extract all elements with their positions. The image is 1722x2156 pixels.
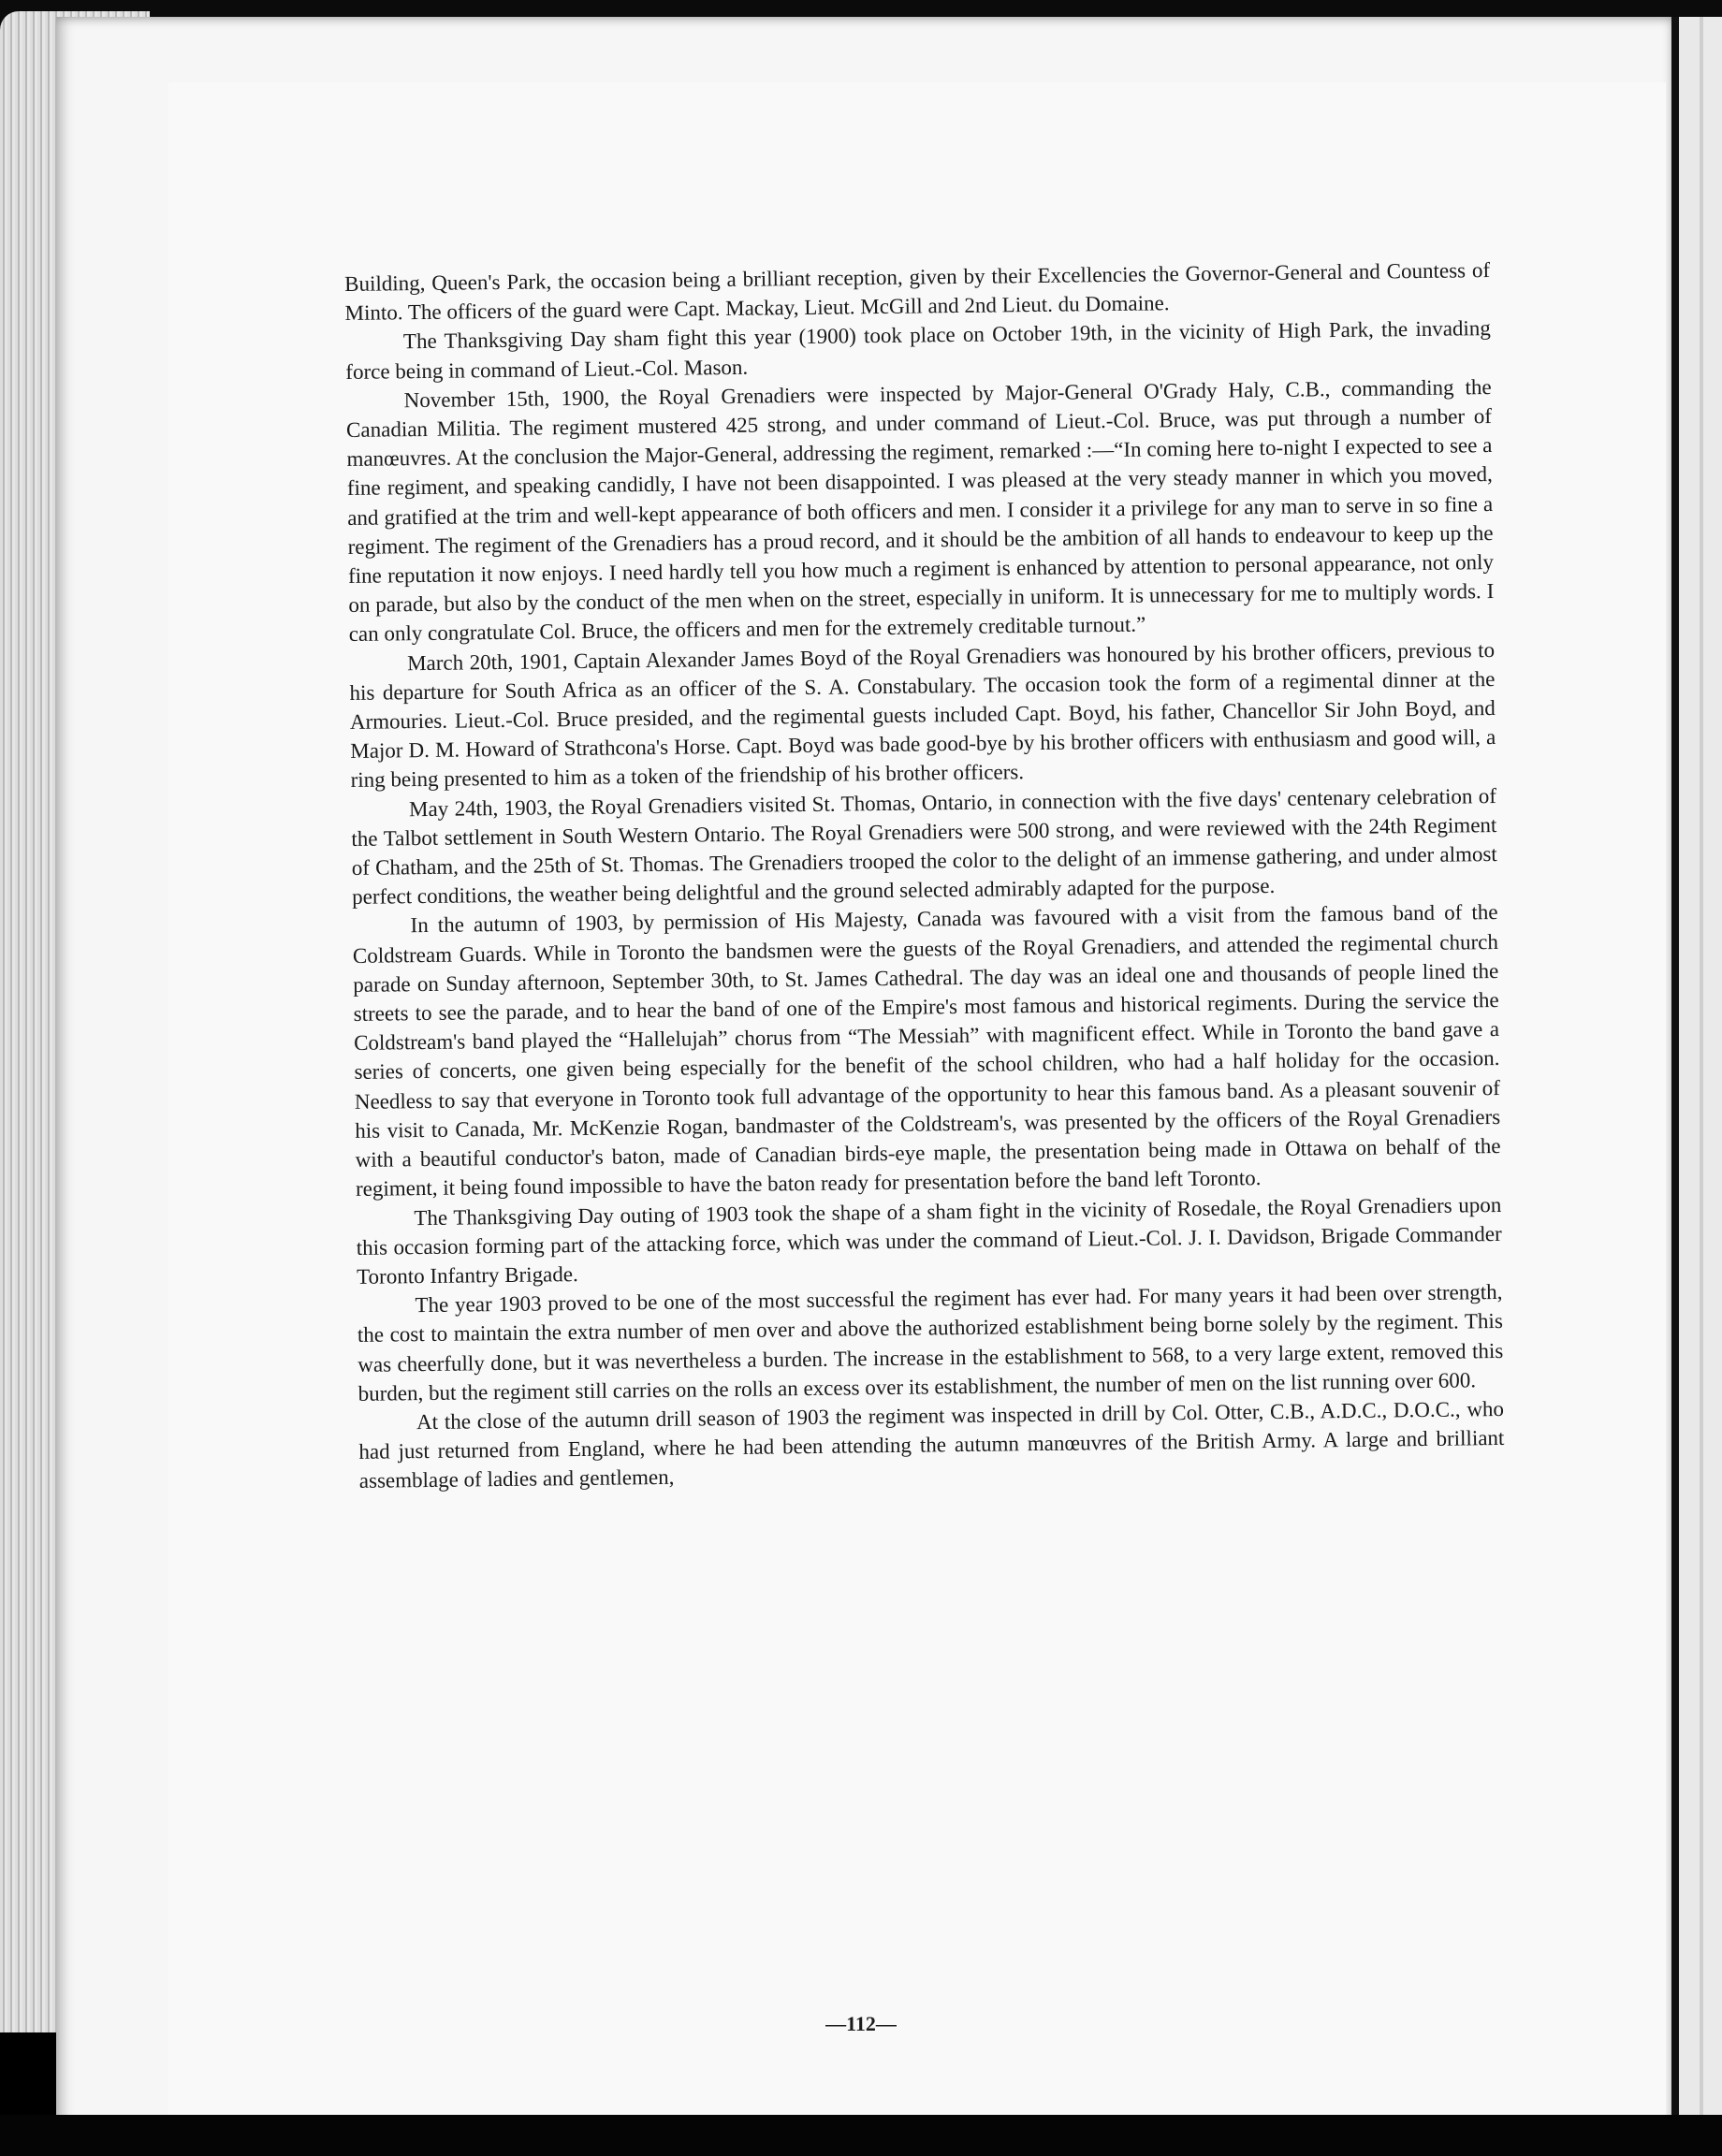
scan-bottom-border [0,2115,1722,2156]
paragraph-4: March 20th, 1901, Captain Alexander James Boyd of the Royal Grenadiers was honoured by his brother officers, previous to his departure for South Africa as an officer of the S. A. Constabulary. The occasion took the form of a regimental dinner at the Armouries. Lieut.-Col. Bruce presided, and the regimental guests included Capt. Boyd, his father, Chancellor Sir John Boyd, and Major D. M. Howard of Strathcona's Horse. Capt. Boyd was bade good-bye by his brother officers with enthusiasm and good will, a ring being presented to him as a token of the friendship of his brother officers. [349,637,1496,793]
paragraph-2: The Thanksgiving Day sham fight this year (1900) took place on October 19th, in the vicinity of High Park, the invading force being in command of Lieut.-Col. Mason. [345,316,1492,384]
paragraph-5: May 24th, 1903, the Royal Grenadiers visited St. Thomas, Ontario, in connection with the five days' centenary celebration of the Talbot settlement in South Western Ontario. The Royal Grenadiers were 500 strong, and were reviewed with the 24th Regiment of Chatham, and the 25th of St. Thomas. The Grenadiers trooped the color to the delight of an immense gathering, and under almost perfect conditions, the weather being delightful and the ground selected admirably adapted for the purpose. [351,783,1497,910]
paragraph-1: Building, Queen's Park, the occasion being a brilliant reception, given by their Excellencies the Governor-General and Countess of Minto. The officers of the guard were Capt. Mackay, Lieut. McGill and 2nd Lieut. du Domaine. [344,258,1491,326]
paragraph-9: At the close of the autumn drill season of 1903 the regiment was inspected in drill by Col. Otter, C.B., A.D.C., D.O.C., who had just returned from England, where he had been attending the autumn manœuvres of the British Army. A large and brilliant assemblage of ladies and gentlemen, [358,1396,1505,1493]
paragraph-6: In the autumn of 1903, by permission of His Majesty, Canada was favoured with a visit from the famous band of the Coldstream Guards. While in Toronto the bandsmen were the guests of the Royal Grenadiers, and attended the regimental church parade on Sunday afternoon, September 30th, to St. James Cathedral. The day was an ideal one and thousands of people lined the streets to see the parade, and to hear the band of one of the Empire's most famous and historical regiments. During the service the Coldstream's band played the “Hallelujah” chorus from “The Messiah” with magnificent effect. While in Toronto the band gave a series of concerts, one given being especially for the benefit of the school children, who had a half holiday for the occasion. Needless to say that everyone in Toronto took full advantage of the opportunity to hear this famous band. As a pleasant souvenir of his visit to Canada, Mr. McKenzie Rogan, bandmaster of the Coldstream's, was presented by the officers of the Royal Grenadiers with a beautiful conductor's baton, made of Canadian birds-eye maple, the presentation being made in Ottawa on behalf of the regiment, it being found impossible to have the baton ready for presentation before the band left Toronto. [352,900,1501,1202]
paragraph-3: November 15th, 1900, the Royal Grenadiers were inspected by Major-General O'Grady Haly, C.B., commanding the Canadian Militia. The regiment mustered 425 strong, and under command of Lieut.-Col. Bruce, was put through a number of manœuvres. At the conclusion the Major-General, addressing the regiment, remarked :—“In coming here to-night I expected to see a fine regiment, and speaking candidly, I have not been disappointed. I was pleased at the very steady manner in which you moved, and gratified at the trim and well-kept appearance of both officers and men. I consider it a privilege for any man to serve in so fine a regiment. The regiment of the Grenadiers has a proud record, and it should be the ambition of all hands to endeavour to keep up the fine reputation it now enjoys. I need hardly tell you how much a regiment is enhanced by attention to personal appearance, not only on parade, but also by the conduct of the men when on the street, especially in uniform. It is unnecessary for me to multiply words. I can only congratulate Col. Bruce, the officers and men for the extremely creditable turnout.” [345,374,1495,647]
paragraph-8: The year 1903 proved to be one of the most successful the regiment has ever had. For many years it had been over strength, the cost to maintain the extra number of men over and above the authorized establishment being borne solely by the regiment. This was cheerfully done, but it was nevertheless a burden. The increase in the establishment to 568, to a very large extent, removed this burden, but the regiment still carries on the rolls an excess over its establishment, the number of men on the list running over 600. [357,1280,1504,1406]
book-right-edge [1671,17,1722,2156]
paragraph-7: The Thanksgiving Day outing of 1903 took the shape of a sham fight in the vicinity of Rosedale, the Royal Grenadiers upon this occasion forming part of the attacking force, which was under the command of Lieut.-Col. J. I. Davidson, Brigade Commander Toronto Infantry Brigade. [356,1192,1502,1289]
page-text-body [344,255,1505,1495]
page-number: —112— [825,2012,897,2035]
